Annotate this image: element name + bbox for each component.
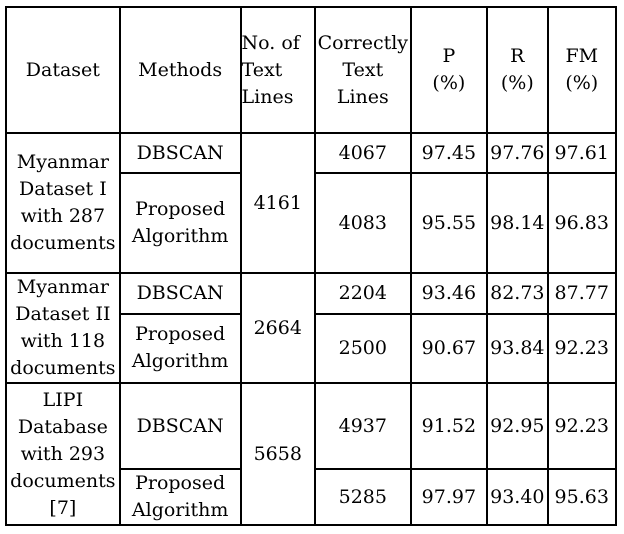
correct-cell: 2500 xyxy=(315,314,411,383)
correct-cell: 2204 xyxy=(315,273,411,314)
r-cell: 93.84 xyxy=(487,314,547,383)
fm-cell: 92.23 xyxy=(548,314,616,383)
dataset-cell: Myanmar Dataset I with 287 documents xyxy=(6,133,120,273)
header-fm: FM (%) xyxy=(548,7,616,133)
text-lines-cell: 4161 xyxy=(241,133,315,273)
fm-cell: 87.77 xyxy=(548,273,616,314)
text-lines-cell: 2664 xyxy=(241,273,315,383)
fm-cell: 96.83 xyxy=(548,173,616,273)
header-correct: Correctly Text Lines xyxy=(315,7,411,133)
correct-cell: 4937 xyxy=(315,383,411,469)
header-row xyxy=(6,7,616,133)
p-cell: 91.52 xyxy=(411,383,488,469)
results-table xyxy=(5,6,617,526)
r-cell: 98.14 xyxy=(487,173,547,273)
dataset-cell: Myanmar Dataset II with 118 documents xyxy=(6,273,120,383)
p-cell: 95.55 xyxy=(411,173,488,273)
r-cell: 93.40 xyxy=(487,469,547,525)
method-cell: DBSCAN xyxy=(120,383,241,469)
header-p: P (%) xyxy=(411,7,488,133)
text-lines-cell: 5658 xyxy=(241,383,315,525)
header-methods: Methods xyxy=(120,7,241,133)
fm-cell: 92.23 xyxy=(548,383,616,469)
r-cell: 92.95 xyxy=(487,383,547,469)
header-dataset: Dataset xyxy=(6,7,120,133)
table-row xyxy=(6,273,616,314)
p-cell: 93.46 xyxy=(411,273,488,314)
table-row xyxy=(6,383,616,469)
method-cell: Proposed Algorithm xyxy=(120,314,241,383)
correct-cell: 4067 xyxy=(315,133,411,173)
fm-cell: 95.63 xyxy=(548,469,616,525)
dataset-cell: LIPI Database with 293 documents [7] xyxy=(6,383,120,525)
header-text-lines: No. of Text Lines xyxy=(241,7,315,133)
r-cell: 97.76 xyxy=(487,133,547,173)
method-cell: Proposed Algorithm xyxy=(120,173,241,273)
p-cell: 90.67 xyxy=(411,314,488,383)
correct-cell: 4083 xyxy=(315,173,411,273)
header-r: R (%) xyxy=(487,7,547,133)
method-cell: DBSCAN xyxy=(120,273,241,314)
r-cell: 82.73 xyxy=(487,273,547,314)
p-cell: 97.45 xyxy=(411,133,488,173)
method-cell: Proposed Algorithm xyxy=(120,469,241,525)
fm-cell: 97.61 xyxy=(548,133,616,173)
table-row xyxy=(6,133,616,173)
p-cell: 97.97 xyxy=(411,469,488,525)
method-cell: DBSCAN xyxy=(120,133,241,173)
correct-cell: 5285 xyxy=(315,469,411,525)
